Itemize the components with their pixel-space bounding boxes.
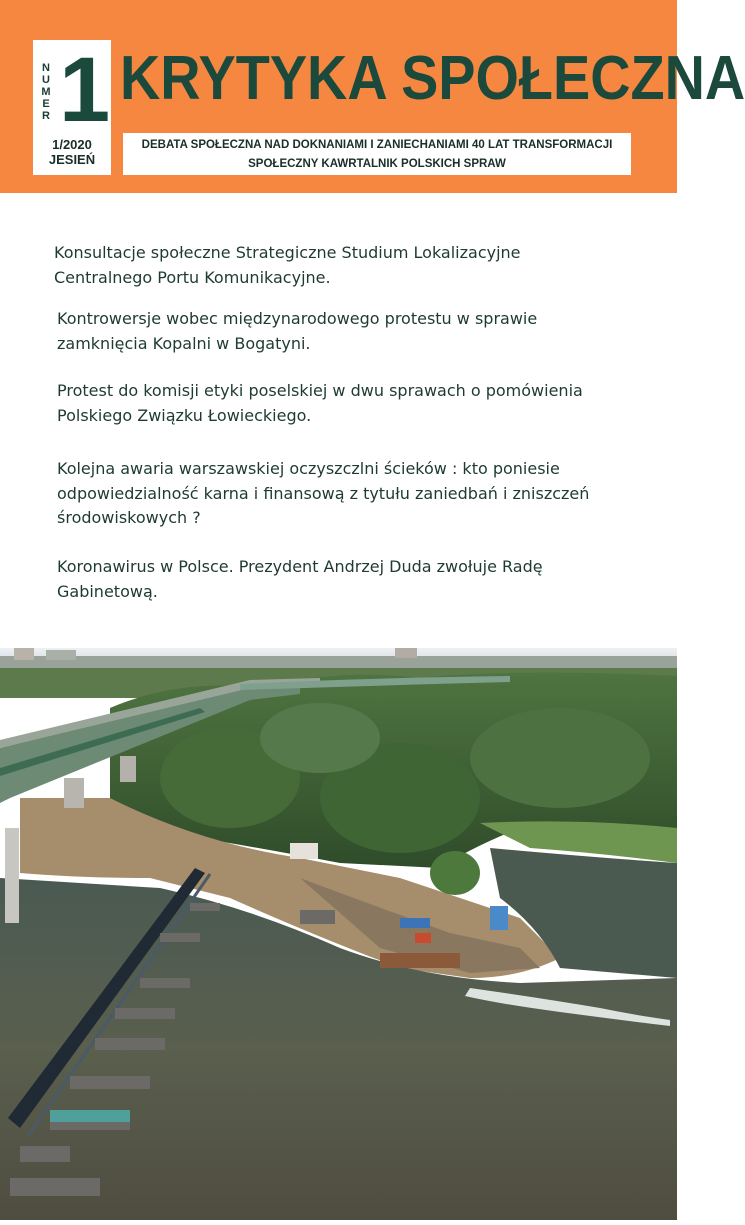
article-headline[interactable]: [57, 555, 543, 604]
article-line: Polskiego Związku Łowieckiego.: [57, 405, 312, 425]
article-line: Kontrowersje wobec międzynarodowego protestu w sprawie: [57, 309, 538, 328]
subtitle-line-1: DEBATA SPOŁECZNA NAD DOKNANIAMI I ZANIECHANIAMI 40 LAT TRANSFORMACJI: [141, 139, 613, 151]
article-headline[interactable]: [57, 379, 583, 428]
issue-number: 1: [59, 39, 111, 141]
article-headline[interactable]: [57, 307, 537, 356]
article-line: Koronawirus w Polsce. Prezydent Andrzej Duda zwołuje Radę: [57, 557, 543, 576]
subtitle-line-2: SPOŁECZNY KAWRTALNIK POLSKICH SPRAW: [248, 158, 506, 170]
cover-photo: [0, 648, 677, 1220]
article-line: Konsultacje społeczne Strategiczne Studium Lokalizacyjne: [54, 243, 521, 262]
article-headline[interactable]: [57, 457, 589, 531]
magazine-title: KRYTYKA SPOŁECZNA: [120, 44, 745, 113]
subtitle-box: [123, 133, 631, 175]
article-line: zamknięcia Kopalni w Bogatyni.: [57, 333, 311, 353]
numer-label: NUMER: [41, 62, 51, 122]
issue-date: 1/2020: [52, 137, 92, 152]
article-line: środowiskowych ?: [57, 508, 201, 527]
article-list: [0, 193, 677, 648]
article-line: Centralnego Portu Komunikacyjne.: [54, 267, 331, 287]
aerial-river-photo: [0, 648, 677, 1220]
issue-season: JESIEŃ: [48, 152, 96, 167]
issue-badge: [33, 40, 111, 175]
masthead: [0, 0, 745, 193]
article-line: Kolejna awaria warszawskiej oczyszczlni ścieków : kto poniesie: [57, 459, 560, 478]
article-line: Gabinetową.: [57, 581, 158, 601]
article-line: Protest do komisji etyki poselskiej w dwu sprawach o pomówienia: [57, 381, 583, 400]
article-headline[interactable]: [54, 241, 521, 290]
article-line: odpowiedzialność karna i finansową z tytułu zaniedbań i zniszczeń: [57, 483, 590, 503]
